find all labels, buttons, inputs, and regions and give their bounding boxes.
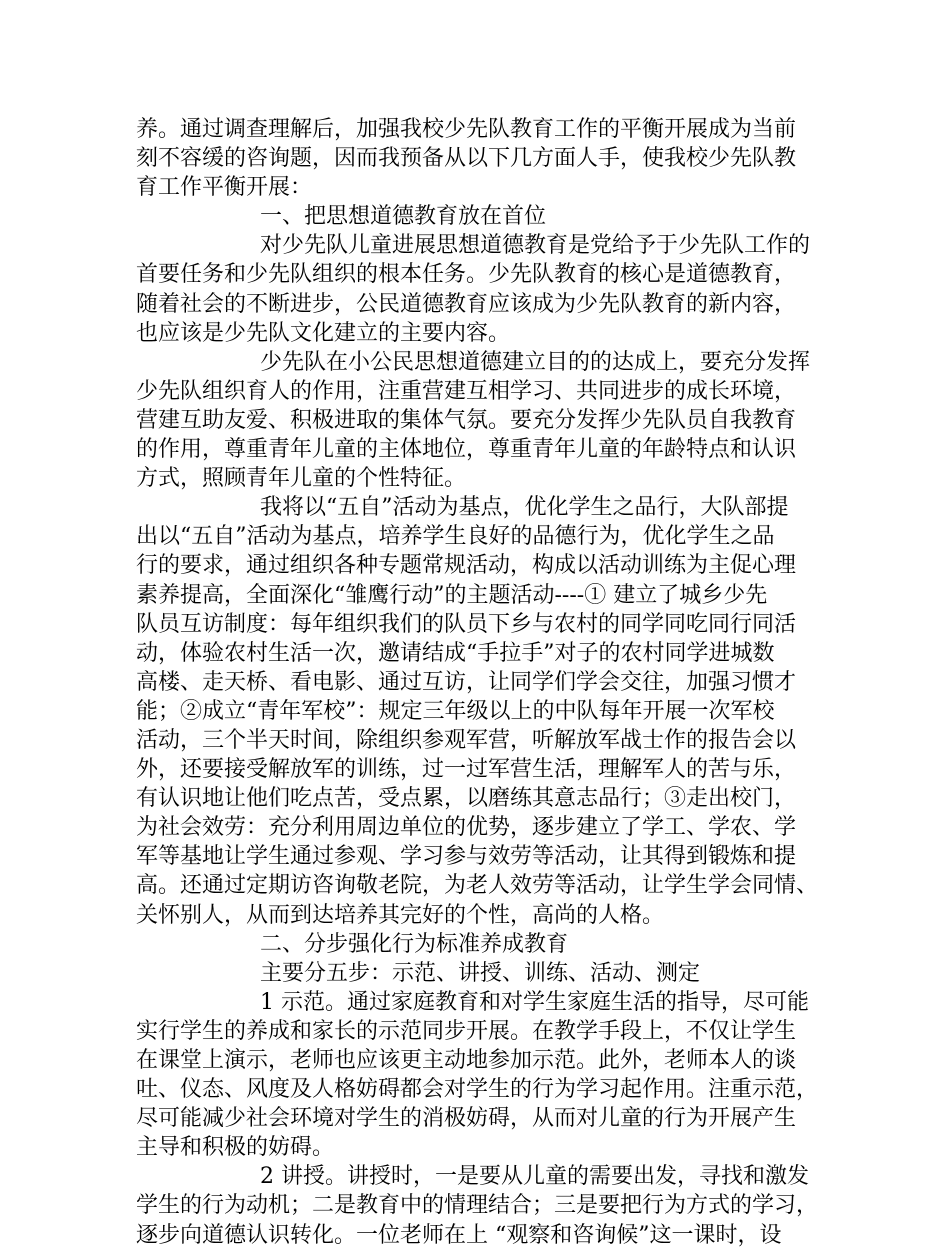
text-line: 外，还要接受解放军的训练，过一过军营生活，理解军人的苦与乐， bbox=[136, 757, 797, 783]
text-line: 出以“五自”活动为基点，培养学生良好的品德行为，优化学生之品 bbox=[136, 524, 775, 550]
text-line: 行的要求，通过组织各种专题常规活动，构成以活动训练为主促心理 bbox=[136, 553, 797, 579]
text-line: 营建互助友爱、积极进取的集体气氛。要充分发挥少先队员自我教育 bbox=[136, 407, 797, 433]
text-line: 主导和积极的妨碍。 bbox=[136, 1135, 335, 1161]
text-line: 关怀别人，从而到达培养其完好的个性，高尚的人格。 bbox=[136, 902, 665, 928]
text-line: 学生的行为动机；二是教育中的情理结合；三是要把行为方式的学习， bbox=[136, 1193, 819, 1219]
text-line: 为社会效劳：充分利用周边单位的优势，逐步建立了学工、学农、学 bbox=[136, 815, 797, 841]
text-line: 高楼、走天桥、看电影、通过互访，让同学们学会交往，加强习惯才 bbox=[136, 669, 797, 695]
text-line: 对少先队儿童进展思想道德教育是党给予于少先队工作的 bbox=[260, 233, 811, 259]
text-line: 我将以“五自”活动为基点，优化学生之品行，大队部提 bbox=[260, 495, 789, 521]
text-line: 吐、仪态、风度及人格妨碍都会对学生的行为学习起作用。注重示范， bbox=[136, 1077, 819, 1103]
text-line: 逐步向道德认识转化。一位老师在上 “观察和咨询候”这一课时，设 bbox=[136, 1222, 782, 1248]
text-line: 活动，三个半天时间，除组织参观军营，听解放军战士作的报告会以 bbox=[136, 727, 797, 753]
document-body bbox=[136, 115, 836, 1250]
text-line: 的作用，尊重青年儿童的主体地位，尊重青年儿童的年龄特点和认识 bbox=[136, 437, 797, 463]
text-line: 尽可能减少社会环境对学生的消极妨碍，从而对儿童的行为开展产生 bbox=[136, 1106, 797, 1132]
text-line: 高。还通过定期访咨询敬老院，为老人效劳等活动，让学生学会同情、 bbox=[136, 873, 819, 899]
text-line: 能；②成立“青年军校”：规定三年级以上的中队每年开展一次军校 bbox=[136, 698, 775, 724]
text-line: 素养提高，全面深化“雏鹰行动”的主题活动----① 建立了城乡少先 bbox=[136, 582, 768, 608]
text-line: 2 讲授。讲授时，一是要从儿童的需要出发，寻找和激发 bbox=[260, 1164, 809, 1190]
text-line: 首要任务和少先队组织的根本任务。少先队教育的核心是道德教育， bbox=[136, 262, 797, 288]
text-line: 实行学生的养成和家长的示范同步开展。在教学手段上，不仅让学生 bbox=[136, 1018, 797, 1044]
text-line: 1 示范。通过家庭教育和对学生家庭生活的指导，尽可能 bbox=[260, 989, 809, 1015]
section-heading: 二、分步强化行为标准养成教育 bbox=[260, 931, 569, 957]
text-line: 方式，照顾青年儿童的个性特征。 bbox=[136, 466, 467, 492]
text-line: 有认识地让他们吃点苦，受点累，以磨练其意志品行；③走出校门， bbox=[136, 786, 797, 812]
text-line: 育工作平衡开展： bbox=[136, 175, 313, 201]
text-line: 也应该是少先队文化建立的主要内容。 bbox=[136, 320, 511, 346]
text-line: 养。通过调查理解后，加强我校少先队教育工作的平衡开展成为当前 bbox=[136, 117, 797, 142]
text-line: 少先队在小公民思想道德建立目的的达成上，要充分发挥 bbox=[260, 349, 811, 375]
text-line: 军等基地让学生通过参观、学习参与效劳等活动，让其得到锻炼和提 bbox=[136, 844, 797, 870]
section-heading: 一、把思想道德教育放在首位 bbox=[260, 204, 547, 230]
text-line: 主要分五步：示范、讲授、训练、活动、测定 bbox=[260, 960, 701, 986]
text-line: 队员互访制度：每年组织我们的队员下乡与农村的同学同吃同行同活 bbox=[136, 611, 797, 637]
text-line: 动，体验农村生活一次，邀请结成“手拉手”对子的农村同学进城数 bbox=[136, 640, 775, 666]
text-line: 随着社会的不断进步，公民道德教育应该成为少先队教育的新内容， bbox=[136, 291, 797, 317]
text-line: 刻不容缓的咨询题，因而我预备从以下几方面人手，使我校少先队教 bbox=[136, 146, 797, 172]
text-line: 在课堂上演示，老师也应该更主动地参加示范。此外，老师本人的谈 bbox=[136, 1048, 797, 1073]
text-line: 少先队组织育人的作用，注重营建互相学习、共同进步的成长环境， bbox=[136, 378, 797, 404]
